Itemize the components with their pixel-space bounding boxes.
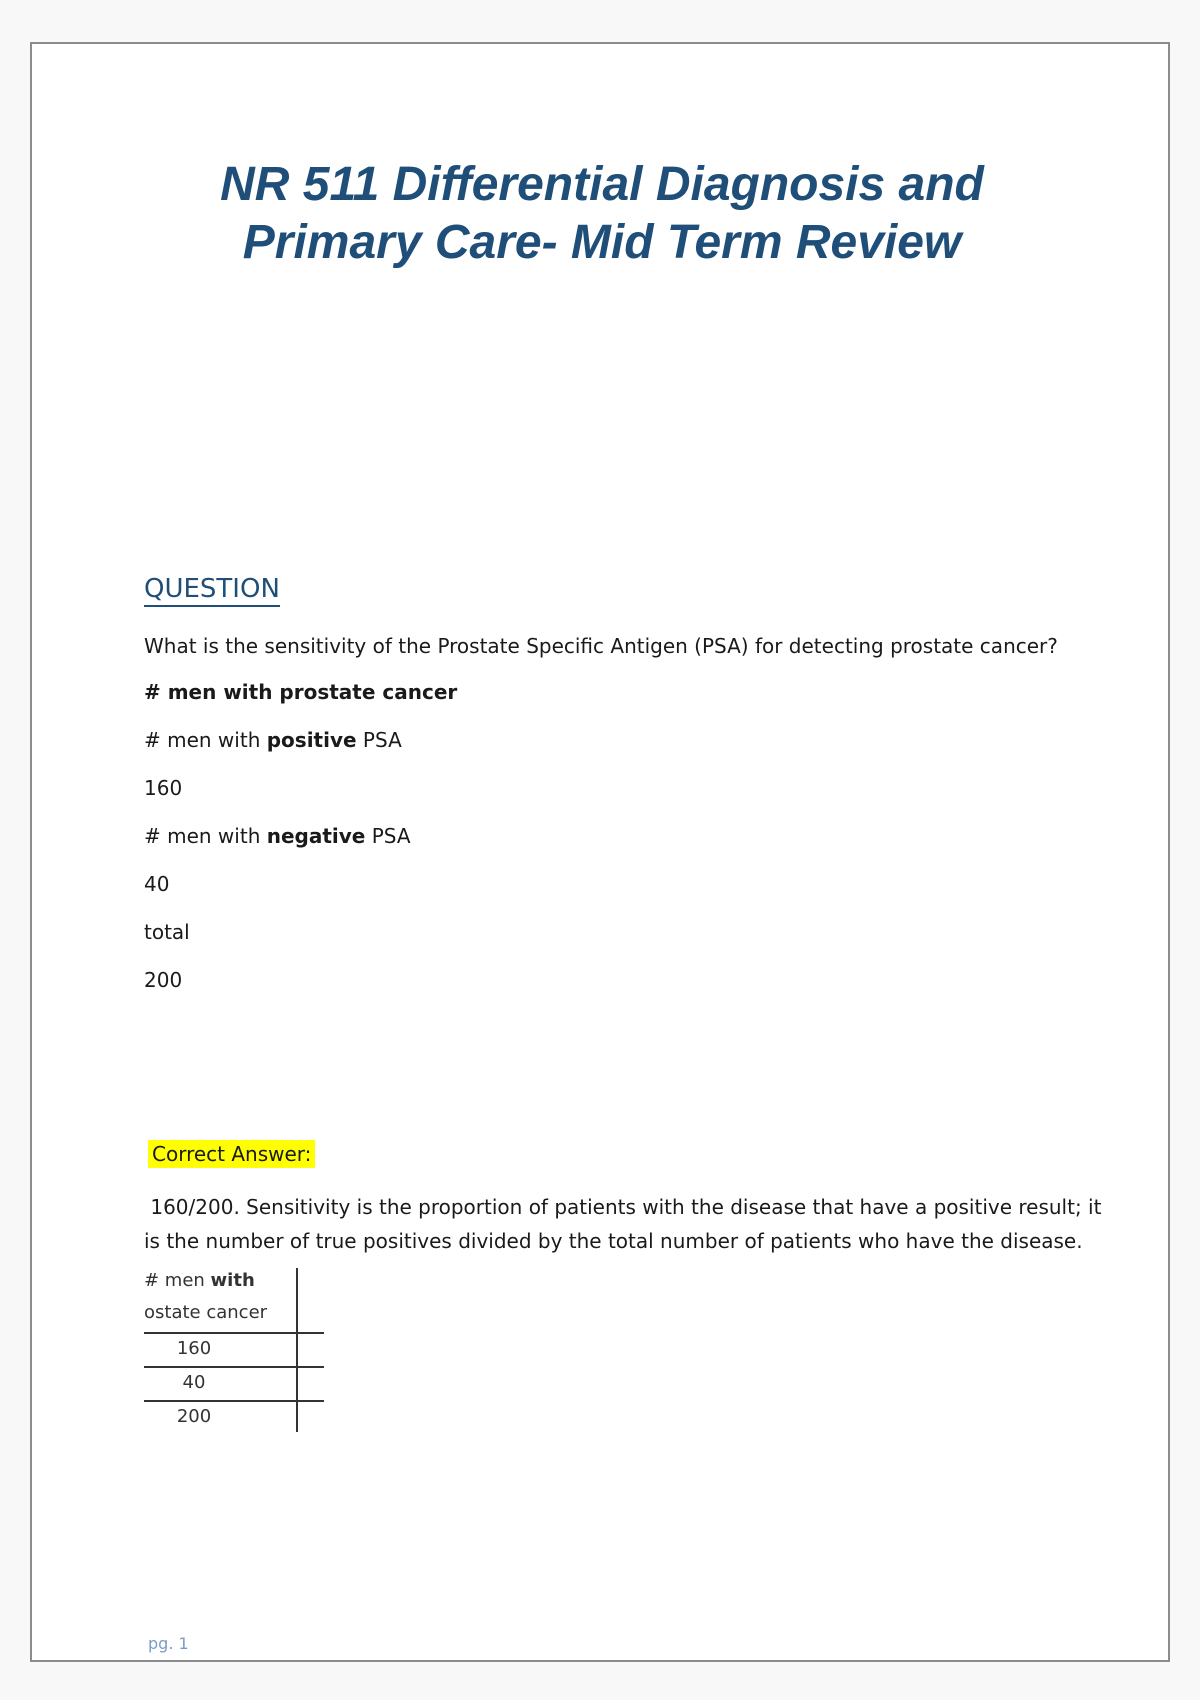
negative-bold: negative: [266, 824, 366, 848]
mini-table-header-bold: with: [210, 1270, 255, 1291]
positive-bold: positive: [266, 728, 357, 752]
mini-table-value-1: 160: [176, 1338, 212, 1359]
answer-text-line-1: 160/200. Sensitivity is the proportion of patients with the disease that have a positive result; it: [144, 1195, 1102, 1219]
mini-table-value-2: 40: [182, 1372, 206, 1393]
negative-suffix: PSA: [365, 824, 411, 848]
correct-answer-label: Correct Answer:: [148, 1140, 315, 1168]
mini-table-vertical-rule: [296, 1268, 298, 1432]
answer-mini-table: [144, 1268, 334, 1436]
positive-suffix: PSA: [356, 728, 402, 752]
row-positive-psa-label: [144, 728, 402, 752]
document-page: [30, 42, 1170, 1662]
document-title: [32, 156, 1172, 272]
mini-table-rule-1: [144, 1332, 324, 1334]
page-number: pg. 1: [148, 1634, 189, 1653]
mini-table-value-3: 200: [176, 1406, 212, 1427]
mini-table-header-line-2: ostate cancer: [144, 1302, 268, 1323]
mini-table-rule-2: [144, 1366, 324, 1368]
answer-text-line-2: is the number of true positives divided by the total number of patients who have the disease.: [144, 1229, 1083, 1253]
question-text: What is the sensitivity of the Prostate Specific Antigen (PSA) for detecting prostate cancer?: [144, 634, 1058, 658]
row-negative-value: 40: [144, 872, 170, 896]
mini-table-header-prefix: # men: [144, 1270, 211, 1291]
row-header-prostate-cancer: # men with prostate cancer: [144, 680, 458, 704]
row-negative-psa-label: [144, 824, 411, 848]
mini-table-header-line-1: [144, 1270, 294, 1291]
row-total-value: 200: [144, 968, 183, 992]
title-line-1: NR 511 Differential Diagnosis and: [220, 158, 984, 211]
mini-table-rule-3: [144, 1400, 324, 1402]
title-line-2: Primary Care- Mid Term Review: [242, 216, 962, 269]
negative-prefix: # men with: [144, 824, 267, 848]
row-positive-value: 160: [144, 776, 183, 800]
positive-prefix: # men with: [144, 728, 267, 752]
answer-text: [144, 1190, 1102, 1258]
row-total-label: total: [144, 920, 190, 944]
question-heading: QUESTION: [144, 574, 280, 607]
